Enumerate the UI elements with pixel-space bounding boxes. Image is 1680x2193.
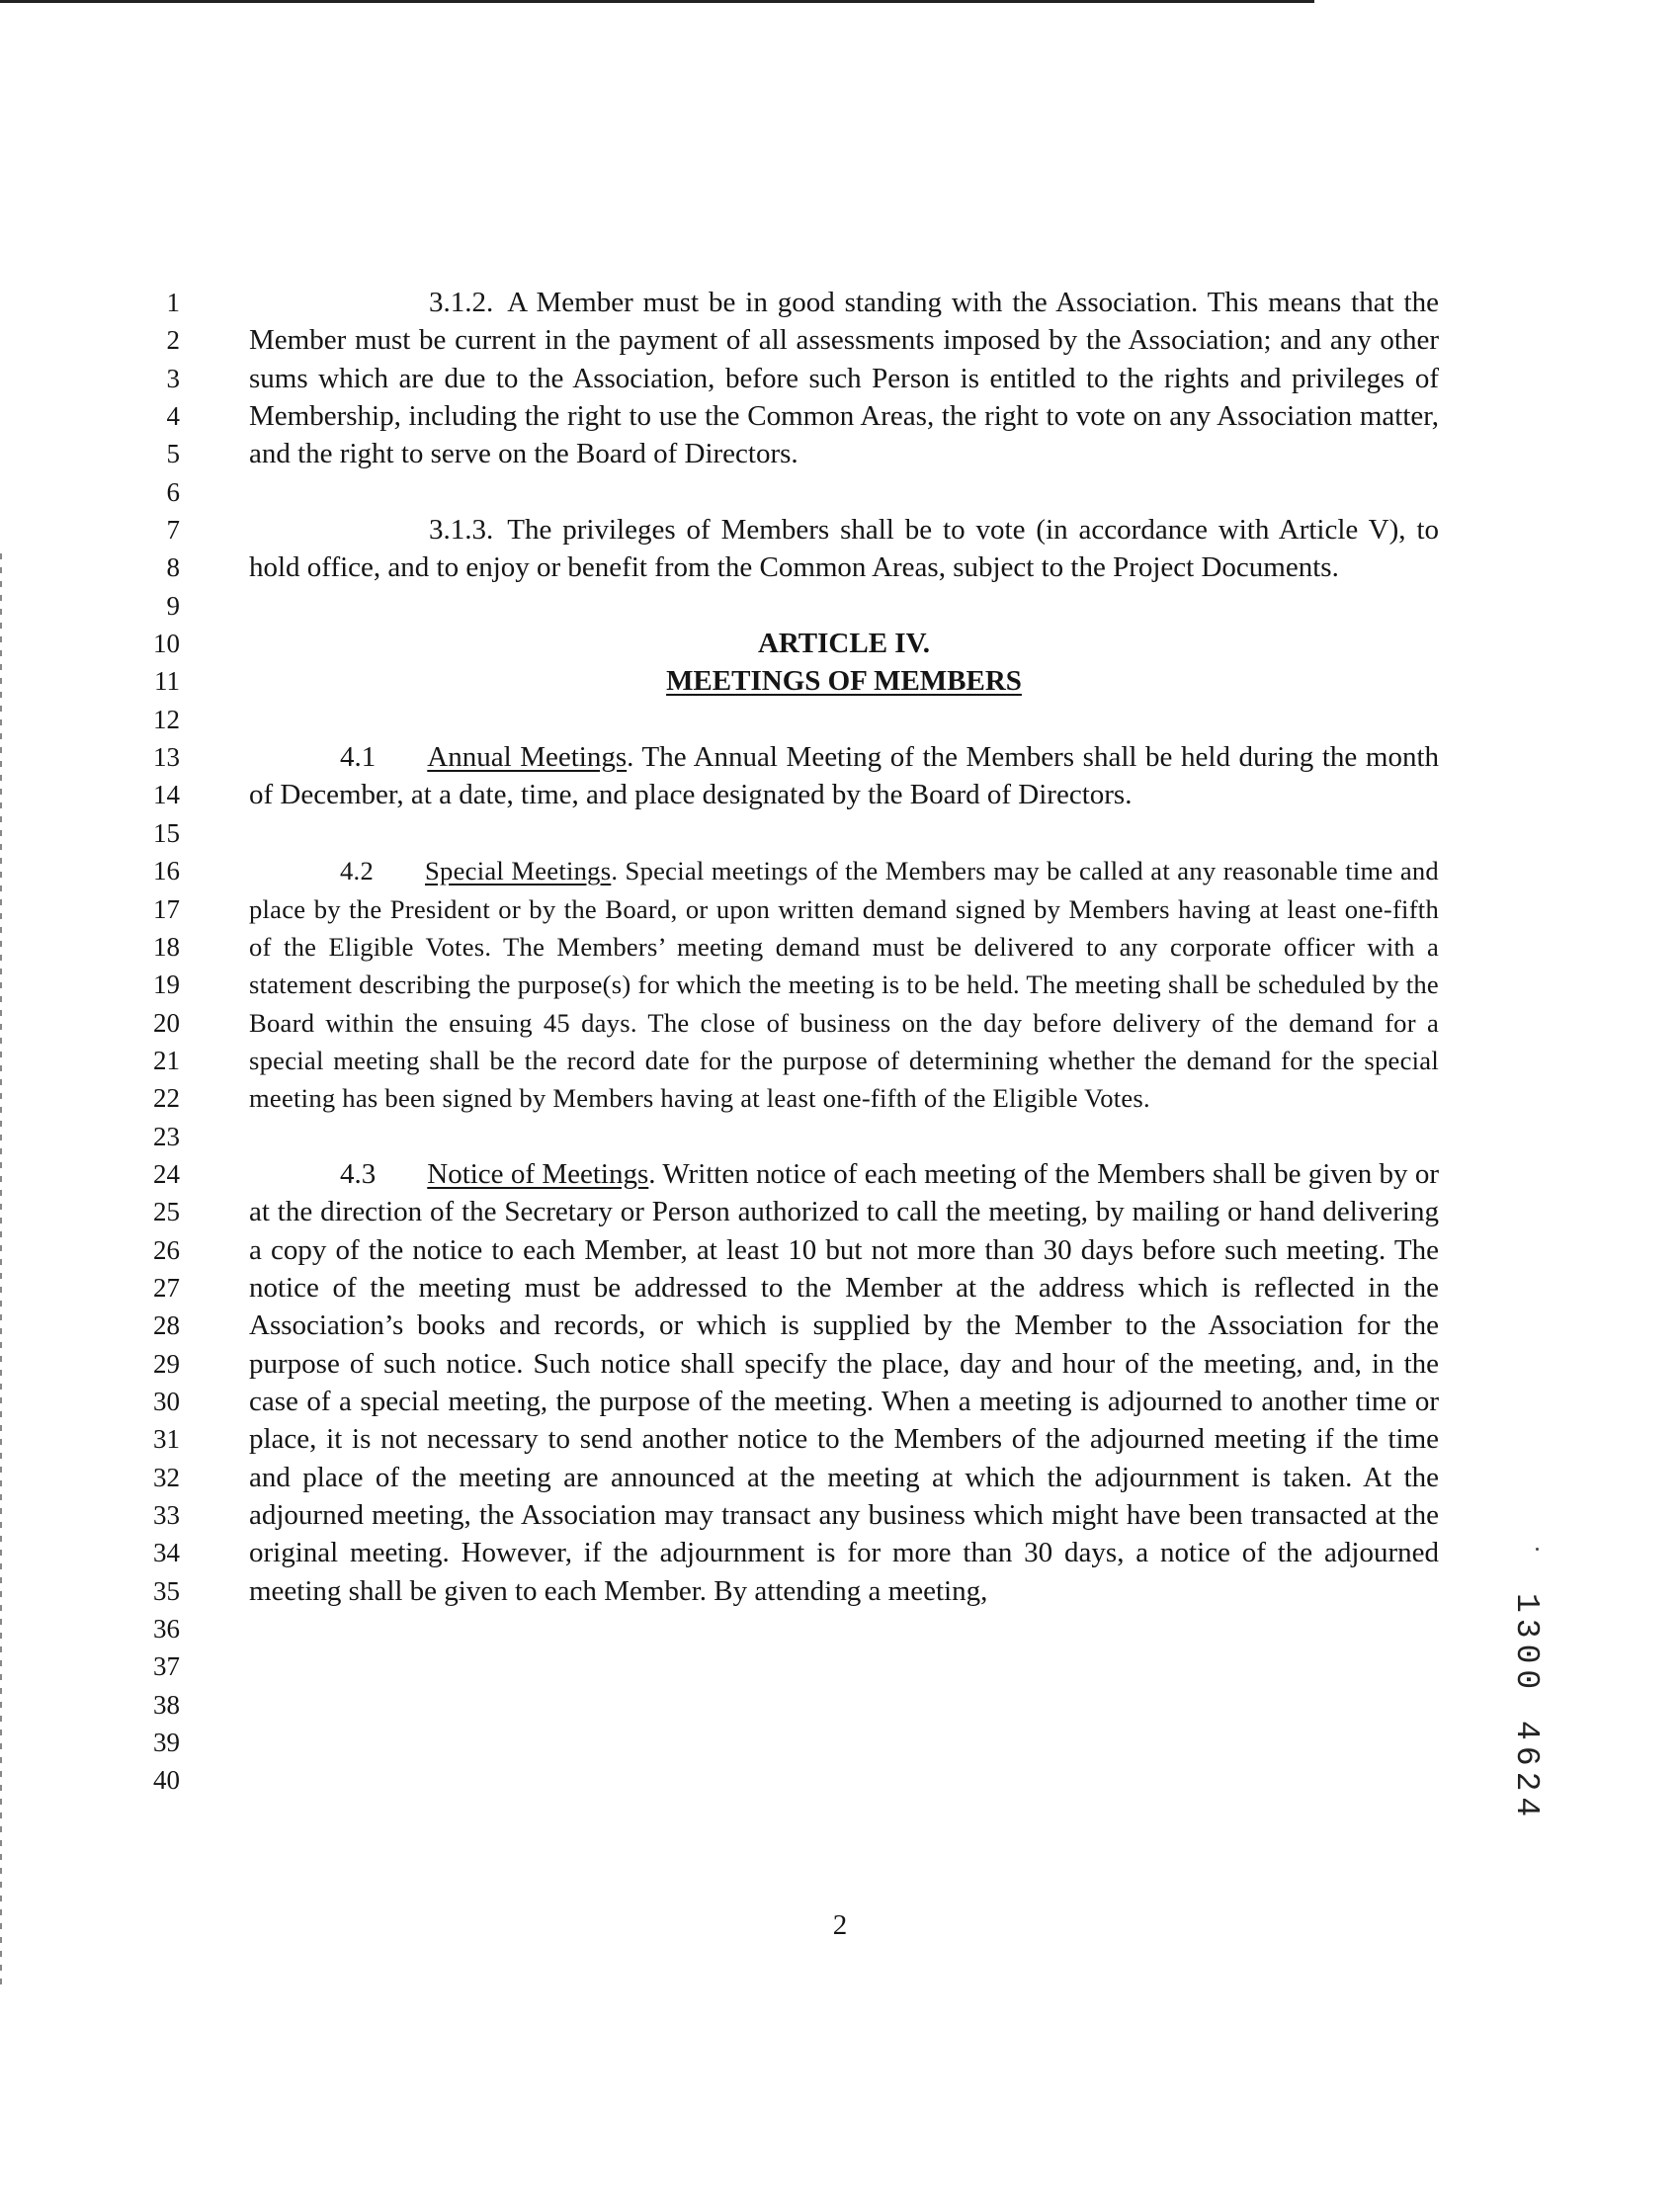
section-title: Annual Meetings <box>427 741 628 774</box>
section-4-3 <box>249 1155 1439 1610</box>
document-body <box>249 284 1439 1610</box>
line-number: 38 <box>153 1689 180 1720</box>
scan-edge-artifact <box>0 553 2 1986</box>
line-number: 10 <box>153 629 180 659</box>
line-number: 16 <box>153 856 180 886</box>
section-number: 4.3 <box>340 1157 377 1190</box>
line-number: 35 <box>153 1575 180 1606</box>
line-number: 17 <box>153 893 180 924</box>
article-title: MEETINGS OF MEMBERS <box>666 665 1022 698</box>
line-number: 19 <box>153 970 180 1000</box>
section-number: 3.1.2. <box>429 287 494 318</box>
line-number: 2 <box>166 325 180 356</box>
line-number: 33 <box>153 1500 180 1530</box>
section-number: 4.2 <box>340 856 374 886</box>
line-number: 1 <box>166 288 180 317</box>
section-number: 4.1 <box>340 741 377 774</box>
line-number: 6 <box>166 476 180 507</box>
section-4-1 <box>249 738 1439 814</box>
scan-speck <box>1536 1548 1539 1551</box>
section-3-1-2 <box>249 284 1439 473</box>
line-number: 27 <box>153 1272 180 1303</box>
line-number: 31 <box>153 1424 180 1455</box>
section-text: . The Annual Meeting of the Members shall be held during the month of December, at a date, time, and place designated by the Board of Directors. <box>249 741 1439 811</box>
line-number: 39 <box>153 1728 180 1758</box>
side-stamp: 1300 4624 <box>1508 1593 1545 1823</box>
section-4-2 <box>249 852 1439 1117</box>
section-text: . Written notice of each meeting of the Members shall be given by or at the direction of the Secretary or Person authorized to call the meeting, by mailing or hand delivering a copy of the notice to each Member, at least 10 but not more than 30 days before such meeting. The notice of the meeting must be addressed to the Member at the address which is reflected in the Association’s books and records, or which is supplied by the Member to the Association for the purpose of such notice. Such notice shall specify the place, day and hour of the meeting, and, in the case of a special meeting, the purpose of the meeting. When a meeting is adjourned to another time or place, it is not necessary to send another notice to the Members of the adjourned meeting if the time and place of the meeting are announced at the meeting at which the adjournment is taken. At the adjourned meeting, the Association may transact any business which might have been transacted at the original meeting. However, if the adjournment is for more than 30 days, a notice of the adjourned meeting shall be given to each Member. By attending a meeting, <box>249 1157 1439 1607</box>
line-number: 9 <box>166 590 180 621</box>
line-number: 11 <box>154 666 180 697</box>
line-number: 28 <box>153 1310 180 1341</box>
article-heading: ARTICLE IV. <box>757 628 931 660</box>
line-number: 30 <box>153 1386 180 1416</box>
page-number: 2 <box>832 1909 848 1941</box>
line-number: 7 <box>166 515 180 546</box>
line-number: 3 <box>166 363 180 393</box>
section-text: A Member must be in good standing with the Association. This means that the Member must be current in the payment of all assessments imposed by the Association; and any other sums which are due to the Association, before such Person is entitled to the rights and privileges of Membership, including the right to use the Common Areas, the right to vote on any Association matter, and the right to serve on the Board of Directors. <box>249 287 1439 470</box>
line-number: 20 <box>153 1007 180 1038</box>
section-number: 3.1.3. <box>429 514 494 547</box>
line-number: 12 <box>153 704 180 734</box>
line-number: 26 <box>153 1234 180 1265</box>
section-text: The privileges of Members shall be to vote (in accordance with Article V), to hold office, and to enjoy or benefit from the Common Areas, subject to the Project Documents. <box>249 514 1439 584</box>
line-number: 22 <box>153 1083 180 1114</box>
line-number: 40 <box>153 1765 180 1796</box>
line-number: 5 <box>166 439 180 469</box>
top-border-line <box>0 0 1314 3</box>
section-title: Special Meetings <box>425 856 612 886</box>
line-number: 34 <box>153 1538 180 1568</box>
line-number: 18 <box>153 931 180 962</box>
line-number: 24 <box>153 1158 180 1189</box>
line-number: 32 <box>153 1462 180 1492</box>
line-number: 36 <box>153 1614 180 1645</box>
line-number: 8 <box>166 552 180 583</box>
section-3-1-3 <box>249 511 1439 587</box>
line-number: 13 <box>153 742 180 773</box>
line-number: 37 <box>153 1651 180 1682</box>
line-number: 14 <box>153 780 180 810</box>
line-number: 29 <box>153 1348 180 1379</box>
section-title: Notice of Meetings <box>427 1157 649 1190</box>
line-number: 23 <box>153 1121 180 1151</box>
section-text: . Special meetings of the Members may be called at any reasonable time and place by the President or by the Board, or upon written demand signed by Members having at least one-fifth of the Eligible Votes. The Members’ meeting demand must be delivered to any corporate officer with a statement describing the purpose(s) for which the meeting is to be held. The meeting shall be scheduled by the Board within the ensuing 45 days. The close of business on the day before delivery of the demand for a special meeting shall be the record date for the purpose of determining whether the demand for the special meeting has been signed by Members having at least one-fifth of the Eligible Votes. <box>249 856 1439 1114</box>
line-number: 4 <box>166 401 180 432</box>
line-number-column <box>148 284 180 1800</box>
line-number: 25 <box>153 1197 180 1227</box>
line-number: 15 <box>153 817 180 848</box>
line-number: 21 <box>153 1045 180 1075</box>
